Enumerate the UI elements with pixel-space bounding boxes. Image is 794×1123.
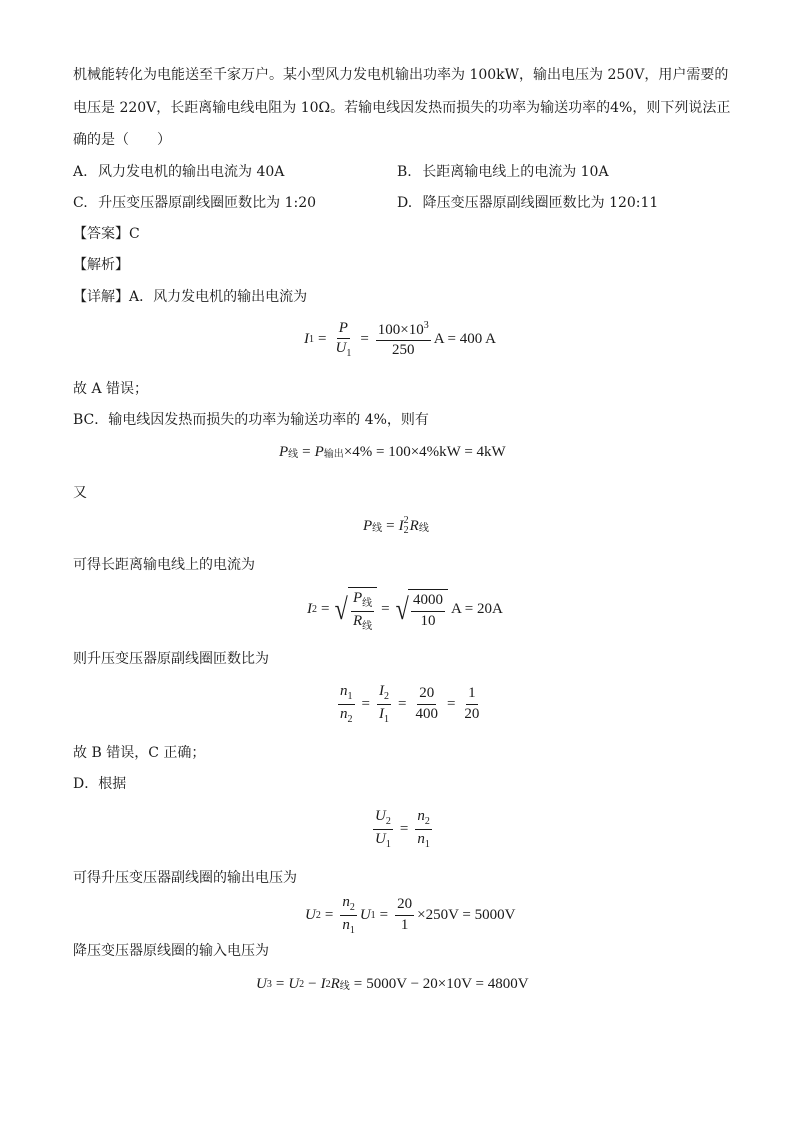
eq5-f1-sub: 1	[347, 691, 353, 702]
eq4-sqrt1-R: R	[352, 612, 363, 629]
option-d	[397, 196, 658, 210]
equation-u3: U 3 = U 2 − I 2 R 线 = 5000V − 20×10V = 4800V	[256, 976, 529, 992]
analysis-heading: 【解析】	[73, 257, 129, 273]
u2-intro-line: 可得升压变压器副线圈的输出电压为	[73, 870, 297, 886]
equation-turns-ratio: $\frac{n_1}{n_2}$ = $\frac{I_2}{I_1}$ = $\frac{20}{400}$ = $\frac{1}{20}$	[340, 683, 480, 725]
eq3-P: P	[363, 517, 373, 534]
eq7-f1-sub: 2	[349, 902, 355, 913]
detail-a-line: 【详解】A．风力发电机的输出电流为	[73, 289, 308, 305]
eq6-f2-dsub: 1	[424, 838, 430, 850]
equation-power-loss: P 线 = P 输出 ×4% = 100×4%kW = 4kW	[279, 444, 506, 460]
eq5-f4-den: 20	[464, 705, 480, 722]
equation-loss-formula: P 线 = I 2 2 R 线	[363, 515, 429, 536]
eq2-P: P	[279, 444, 289, 460]
option-d-text: 降压变压器原副线圈匝数比为 120:11	[422, 195, 659, 211]
option-c-text: 升压变压器原副线圈匝数比为 1:20	[98, 195, 317, 211]
eq6-f1-dsub: 1	[385, 838, 391, 850]
eq6-f2-n: n	[417, 808, 425, 824]
equation-u2: U 2 = $\frac{n_2}{n_1}$ U 1 = $\frac{20}{1}$ ×250V = 5000V	[305, 894, 516, 936]
eq4-sqrt1-P: P	[352, 590, 363, 606]
eq4-sqrt2: √ $\frac{4000}{10}$	[394, 589, 448, 630]
eq8-U3-sub: 3	[266, 979, 272, 990]
eq7-f1-dsub: 1	[349, 924, 355, 936]
option-b-label: B.	[397, 164, 412, 180]
eq7-f2-den: 1	[400, 916, 409, 933]
eq1-frac-values	[376, 320, 431, 360]
eq7-rest: ×250V = 5000V	[417, 906, 516, 923]
equation-output-current: I 1 = $\frac{P}{U_1}$ = $\frac{100\times 10^3}{250}$ A = 400 A	[304, 320, 496, 360]
eq4-I: I	[307, 601, 312, 617]
question-line-2: 电压是 220V，长距离输电线电阻为 10Ω。若输电线因发热而损失的功率为输送功率的4%，则下列说法正	[73, 100, 731, 116]
eq4-I-sub: 2	[312, 604, 317, 615]
eq7-U1: U	[359, 906, 371, 923]
eq4-sqrt1-R-sub: 线	[362, 620, 373, 632]
eq3-R-sub: 线	[418, 522, 429, 534]
eq1-sub: 1	[309, 334, 314, 346]
eq4-sqrt2-den: 10	[420, 612, 436, 629]
eq5-f2-dsub: 1	[383, 713, 389, 725]
eq6-f1-sub: 2	[385, 816, 391, 827]
eq5-f1-dn: n	[340, 705, 348, 722]
eq5-f1-n: n	[340, 683, 348, 699]
eq4-result: A = 20A	[451, 601, 503, 617]
eq7-U1-sub: 1	[370, 909, 376, 921]
eq7-f2-num: 20	[395, 896, 414, 915]
eq8-R-sub: 线	[339, 981, 350, 992]
line-current-intro: 可得长距离输电线上的电流为	[73, 557, 255, 573]
eq1-I: I	[304, 331, 309, 348]
eq3-sub-xian: 线	[372, 522, 383, 534]
eq1-frac2-den: 250	[392, 342, 415, 359]
option-a-label: A.	[73, 164, 88, 180]
eq8-I2: I	[320, 976, 326, 992]
eq6-f2-dn: n	[417, 830, 425, 847]
eq2-sub-xian: 线	[288, 449, 299, 460]
option-c-label: C.	[73, 195, 88, 211]
option-c	[73, 196, 316, 210]
eq7-U: U	[305, 906, 316, 923]
eq6-f1-U: U	[375, 808, 386, 824]
option-a-text: 风力发电机的输出电流为 40A	[98, 164, 285, 180]
eq1-frac1-den-U: U	[335, 340, 347, 357]
eq8-U2: U	[288, 976, 300, 992]
equation-line-current: I 2 = √ $\frac{P_线}{R_线}$ = √ $\frac{4000}{10}$ A = 20A	[307, 587, 503, 632]
you-line: 又	[73, 485, 87, 501]
eq5-f3-den: 400	[415, 705, 438, 722]
eq7-U-sub: 2	[315, 909, 321, 921]
ratio-intro-line: 则升压变压器原副线圈匝数比为	[73, 651, 269, 667]
eq7-f1-dn: n	[342, 916, 350, 933]
eq3-sub: 2	[403, 525, 409, 536]
eq1-frac2-num: 100×10	[377, 322, 424, 339]
eq8-U2-sub: 2	[299, 979, 305, 990]
eq8-rest: 5000V − 20×10V = 4800V	[366, 976, 529, 992]
question-line-1: 机械能转化为电能送至千家万户。某小型风力发电机输出功率为 100kW，输出电压为 250V，用户需要的	[73, 67, 729, 83]
eq2-P2: P	[314, 444, 324, 460]
eq3-I: I	[398, 517, 404, 534]
eq4-sqrt2-num: 4000	[411, 592, 445, 611]
eq4-sqrt1-P-sub: 线	[362, 598, 373, 609]
eq1-frac1-num: P	[337, 320, 350, 339]
eq2-rest: ×4% = 100×4%kW = 4kW	[343, 444, 506, 460]
option-d-label: D.	[397, 195, 413, 211]
option-a	[73, 165, 284, 179]
eq1-frac-p-u	[333, 320, 353, 360]
eq1-frac1-den-sub: 1	[346, 348, 352, 360]
eq5-f1-dsub: 2	[347, 713, 353, 725]
eq3-sup: 2	[403, 515, 409, 526]
eq3-R: R	[409, 517, 419, 534]
answer-line: 【答案】C	[73, 226, 140, 242]
eq8-I2-sub: 2	[325, 979, 331, 990]
u3-intro-line: 降压变压器原线圈的输入电压为	[73, 943, 269, 959]
eq5-f2-sub: 2	[383, 691, 389, 702]
eq7-f1-n: n	[342, 894, 350, 910]
eq8-R: R	[330, 976, 340, 992]
eq5-f4-num: 1	[466, 685, 478, 704]
bc-intro-line: BC．输电线因发热而损失的功率为输送功率的 4%，则有	[73, 412, 429, 428]
eq6-f2-sub: 2	[424, 816, 430, 827]
b-wrong-c-right-line: 故 B 错误，C 正确；	[73, 745, 206, 761]
eq5-f2-dI: I	[378, 705, 384, 722]
equation-voltage-ratio: $\frac{U_2}{U_1}$ = $\frac{n_2}{n_1}$	[375, 808, 430, 850]
eq1-result: A = 400 A	[433, 331, 496, 348]
eq2-sub-shuchu: 输出	[323, 449, 344, 460]
eq8-U3: U	[256, 976, 267, 992]
eq4-sqrt1: √ $\frac{P_线}{R_线}$	[333, 587, 377, 632]
a-wrong-line: 故 A 错误；	[73, 381, 149, 397]
option-b	[397, 165, 609, 179]
question-line-3: 确的是（ ）	[73, 132, 171, 148]
eq5-f3-num: 20	[417, 685, 436, 704]
eq6-f1-dU: U	[375, 830, 386, 847]
d-intro-line: D．根据	[73, 776, 127, 792]
eq1-frac2-exp: 3	[423, 320, 429, 332]
option-b-text: 长距离输电线上的电流为 10A	[422, 164, 609, 180]
eq5-f2-I: I	[378, 683, 384, 699]
